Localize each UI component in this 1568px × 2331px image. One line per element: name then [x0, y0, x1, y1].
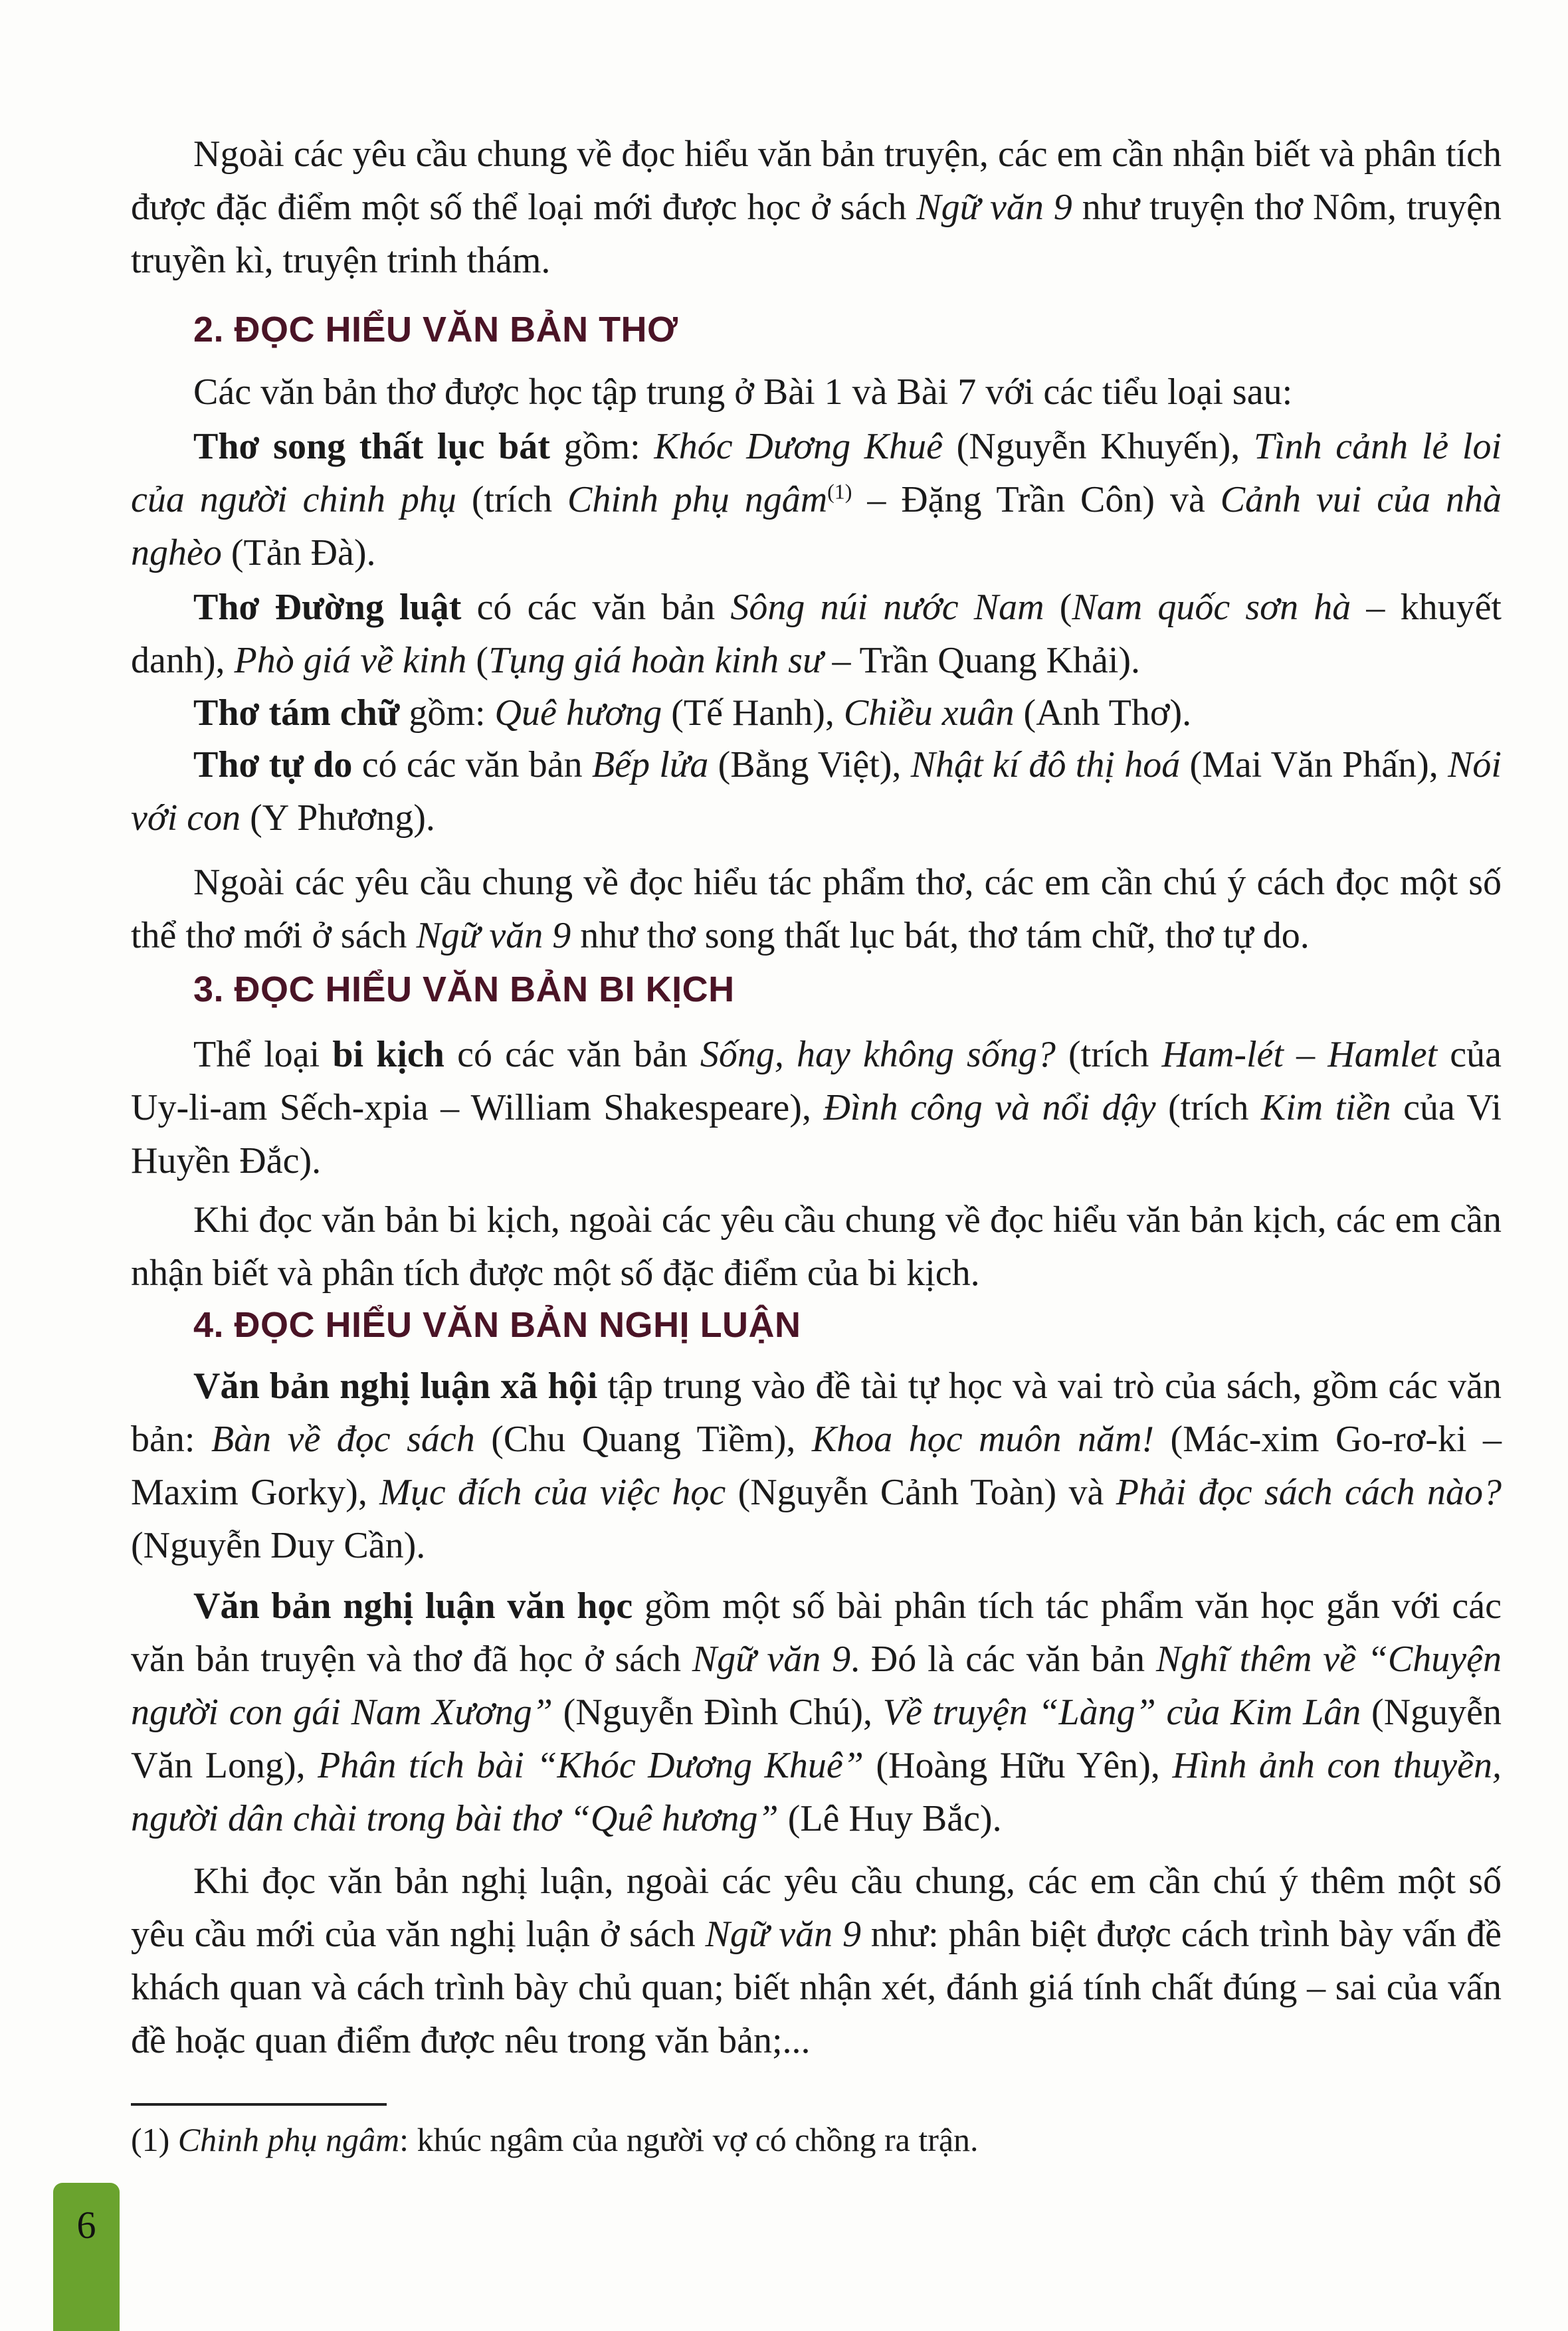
- paragraph: [131, 686, 1502, 740]
- footnote-term: Chinh phụ ngâm: [177, 2121, 400, 2158]
- text-run: có các văn bản: [444, 1034, 700, 1075]
- bold-term: Thơ Đường luật: [193, 587, 462, 628]
- bold-term: Văn bản nghị luận xã hội: [193, 1366, 598, 1407]
- text-run: gồm một số bài phân tích tác phẩm văn học gắn với các văn bản truyện và thơ đã học ở sách: [131, 1585, 1502, 1680]
- bold-term: Thơ tám chữ: [193, 692, 400, 734]
- italic-title: Nhật kí đô thị hoá: [910, 744, 1181, 785]
- paragraph: [131, 420, 1502, 579]
- text-run: (Tế Hanh),: [662, 692, 844, 734]
- italic-title: Tụng giá hoàn kinh sư: [488, 640, 823, 681]
- text-run: – khuyết danh),: [131, 587, 1502, 681]
- paragraph: [131, 1579, 1502, 1845]
- italic-title: Bàn về đọc sách: [211, 1419, 475, 1460]
- text-run: (Nguyễn Khuyến),: [943, 426, 1254, 467]
- text-run: của Vi Huyền Đắc).: [131, 1087, 1502, 1181]
- text-run: gồm:: [549, 426, 654, 467]
- italic-title: Mục đích của việc học: [379, 1472, 726, 1513]
- italic-title: Khoa học muôn năm!: [811, 1419, 1155, 1460]
- text-run: – Đặng Trần Côn) và: [852, 479, 1221, 520]
- paragraph: [131, 1360, 1502, 1572]
- text-run: (Hoàng Hữu Yên),: [863, 1745, 1173, 1786]
- italic-title: Bếp lửa: [591, 744, 709, 785]
- italic-title: Phò giá về kinh: [234, 640, 467, 681]
- paragraph: [131, 581, 1502, 687]
- text-run: như: phân biệt được cách trình bày vấn đề khách quan và cách trình bày chủ quan; biết nhận xét, đánh giá tính chất đúng – sai của vấn đề hoặc quan điểm được nêu trong văn bản;...: [131, 1914, 1502, 2061]
- paragraph: [131, 365, 1502, 419]
- italic-title: Nghĩ thêm về “Chuyện người con gái Nam Xương”: [131, 1639, 1502, 1733]
- footnote-marker: (1): [131, 2121, 178, 2158]
- text-run: (Mai Văn Phấn),: [1180, 744, 1448, 785]
- italic-title: Về truyện “Làng” của Kim Lân: [882, 1692, 1361, 1733]
- italic-title: Cảnh vui của nhà nghèo: [131, 479, 1502, 573]
- text-run: (Bằng Việt),: [708, 744, 911, 785]
- italic-title: Sông núi nước Nam: [730, 587, 1044, 628]
- text-run: (trích: [456, 479, 567, 520]
- italic-title: Ngữ văn 9: [916, 187, 1072, 228]
- section-heading: 3. ĐỌC HIỂU VĂN BẢN BI KỊCH: [193, 969, 735, 1009]
- bold-term: Thơ song thất lục bát: [193, 426, 550, 467]
- bold-term: bi kịch: [332, 1034, 444, 1075]
- italic-title: Phân tích bài “Khóc Dương Khuê”: [318, 1745, 864, 1786]
- italic-title: Sống, hay không sống?: [700, 1034, 1056, 1075]
- text-run: gồm:: [399, 692, 495, 734]
- italic-title: Ngữ văn 9: [416, 915, 571, 956]
- text-run: (Chu Quang Tiềm),: [474, 1419, 812, 1460]
- footnote: [131, 2116, 979, 2163]
- text-run: (Nguyễn Văn Long),: [131, 1692, 1502, 1786]
- paragraph: [131, 1855, 1502, 2067]
- text-run: có các văn bản: [461, 587, 731, 628]
- paragraph: [131, 1028, 1502, 1187]
- italic-title: Đình công và nổi dậy: [823, 1087, 1156, 1128]
- text-run: (: [1044, 587, 1072, 628]
- text-run: (Nguyễn Đình Chú),: [552, 1692, 883, 1733]
- italic-title: Chinh phụ ngâm: [567, 479, 828, 520]
- text-run: (Tản Đà).: [221, 532, 376, 573]
- text-run: (: [466, 640, 489, 681]
- text-run: Các văn bản thơ được học tập trung ở Bài 1 và Bài 7 với các tiểu loại sau:: [193, 371, 1293, 413]
- text-run: Ngoài các yêu cầu chung về đọc hiểu tác phẩm thơ, các em cần chú ý cách đọc một số thể thơ mới ở sách: [131, 862, 1502, 956]
- italic-title: Ngữ văn 9: [692, 1639, 851, 1680]
- page-number-tab: [53, 2183, 120, 2331]
- text-run: có các văn bản: [352, 744, 592, 785]
- section-heading: 2. ĐỌC HIỂU VĂN BẢN THƠ: [193, 310, 678, 350]
- italic-title: Ham-lét – Hamlet: [1161, 1034, 1438, 1075]
- page-number: 6: [76, 2203, 96, 2247]
- text-run: tập trung vào đề tài tự học và vai trò của sách, gồm các văn bản:: [131, 1366, 1502, 1460]
- footnote-ref: (1): [827, 479, 852, 504]
- text-run: (Y Phương).: [241, 797, 435, 839]
- text-run: – Trần Quang Khải).: [823, 640, 1141, 681]
- italic-title: Kim tiền: [1260, 1087, 1391, 1128]
- text-run: (trích: [1155, 1087, 1261, 1128]
- text-run: . Đó là các văn bản: [850, 1639, 1156, 1680]
- italic-title: Chiều xuân: [843, 692, 1015, 734]
- text-run: (Lê Huy Bắc).: [778, 1798, 1002, 1839]
- text-run: (Mác-xim Go-rơ-ki – Maxim Gorky),: [131, 1419, 1502, 1513]
- italic-title: Ngữ văn 9: [705, 1914, 861, 1955]
- text-run: (trích: [1055, 1034, 1162, 1075]
- italic-title: Phải đọc sách cách nào?: [1116, 1472, 1502, 1513]
- italic-title: Khóc Dương Khuê: [654, 426, 943, 467]
- text-run: Ngoài các yêu cầu chung về đọc hiểu văn bản truyện, các em cần nhận biết và phân tích được đặc điểm một số thể loại mới được học ở sách: [131, 134, 1502, 228]
- bold-term: Văn bản nghị luận văn học: [193, 1585, 633, 1627]
- text-run: như truyện thơ Nôm, truyện truyền kì, truyện trinh thám.: [131, 187, 1502, 281]
- italic-title: Nói với con: [131, 744, 1502, 839]
- footnote-divider: [131, 2103, 387, 2106]
- text-run: của Uy-li-am Sếch-xpia – William Shakespeare),: [131, 1034, 1502, 1128]
- bold-term: Thơ tự do: [193, 744, 353, 785]
- text-run: Thể loại: [193, 1034, 333, 1075]
- paragraph: [131, 738, 1502, 845]
- text-run: Khi đọc văn bản bi kịch, ngoài các yêu cầu chung về đọc hiểu văn bản kịch, các em cần nhận biết và phân tích được một số đặc điểm của bi kịch.: [131, 1199, 1502, 1294]
- section-heading: 4. ĐỌC HIỂU VĂN BẢN NGHỊ LUẬN: [193, 1305, 801, 1345]
- paragraph: [131, 1193, 1502, 1300]
- italic-title: Tình cảnh lẻ loi của người chinh phụ: [131, 426, 1502, 520]
- text-run: như thơ song thất lục bát, thơ tám chữ, thơ tự do.: [571, 915, 1310, 956]
- text-run: (Nguyễn Cảnh Toàn) và: [726, 1472, 1116, 1513]
- footnote-text: : khúc ngâm của người vợ có chồng ra trận.: [399, 2121, 979, 2158]
- text-run: Khi đọc văn bản nghị luận, ngoài các yêu cầu chung, các em cần chú ý thêm một số yêu cầu mới của văn nghị luận ở sách: [131, 1861, 1502, 1955]
- paragraph: [131, 856, 1502, 962]
- italic-title: Hình ảnh con thuyền, người dân chài trong bài thơ “Quê hương”: [131, 1745, 1502, 1839]
- text-run: (Anh Thơ).: [1014, 692, 1192, 734]
- paragraph: [131, 128, 1502, 287]
- text-run: (Nguyễn Duy Cần).: [131, 1525, 426, 1566]
- italic-title: Nam quốc sơn hà: [1072, 587, 1351, 628]
- italic-title: Quê hương: [494, 692, 662, 734]
